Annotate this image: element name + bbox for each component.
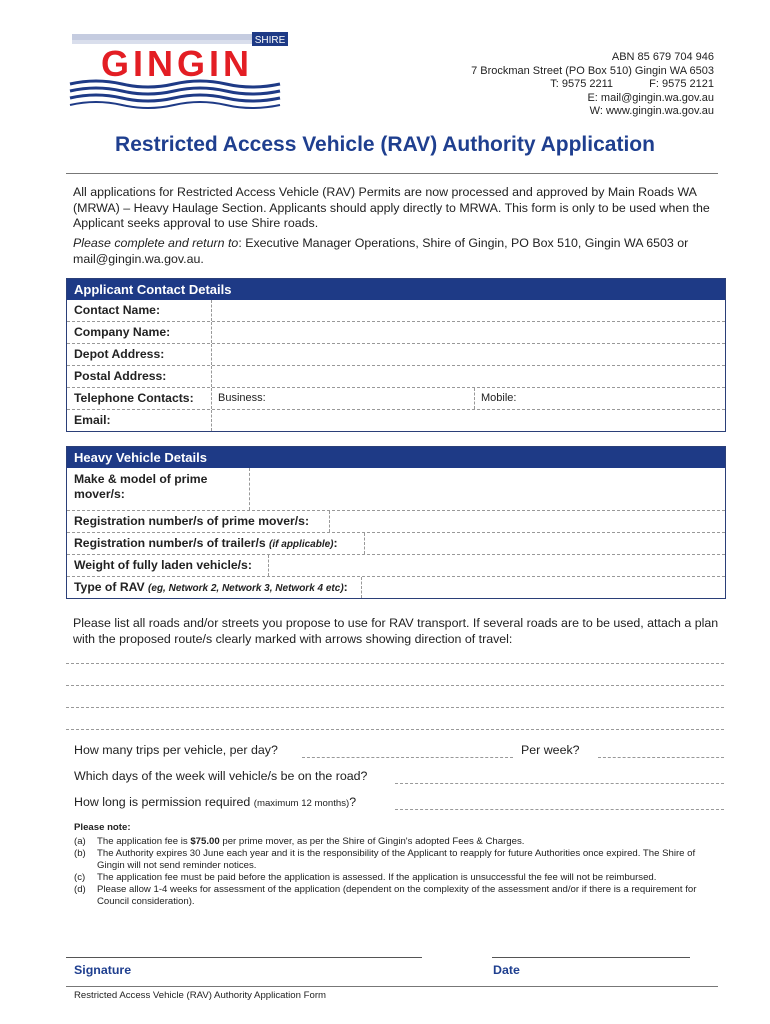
note-item bbox=[74, 872, 714, 884]
email-field[interactable] bbox=[212, 410, 725, 431]
logo-graphic bbox=[66, 30, 288, 110]
reg-trailer-field[interactable] bbox=[365, 533, 725, 554]
shire-logo bbox=[66, 30, 288, 110]
company-name-label: Company Name: bbox=[67, 322, 212, 343]
type-rav-note: (eg, Network 2, Network 3, Network 4 etc) bbox=[148, 583, 344, 594]
website: W: www.gingin.wa.gov.au bbox=[589, 105, 714, 118]
application-fee: $75.00 bbox=[190, 836, 220, 847]
date-line[interactable] bbox=[492, 957, 690, 958]
trips-per-day-question: How many trips per vehicle, per day? bbox=[74, 743, 278, 757]
trips-per-day-field[interactable] bbox=[302, 757, 513, 758]
mobile-phone-field[interactable]: Mobile: bbox=[481, 392, 517, 404]
notes-heading: Please note: bbox=[74, 822, 131, 833]
depot-address-field[interactable] bbox=[212, 344, 725, 365]
note-item bbox=[74, 848, 714, 872]
make-model-field[interactable] bbox=[250, 468, 725, 510]
telephone-row bbox=[67, 387, 725, 409]
reg-prime-row bbox=[67, 510, 725, 532]
type-rav-colon: : bbox=[343, 580, 348, 594]
type-rav-row bbox=[67, 576, 725, 598]
reg-trailer-note: (if applicable) bbox=[269, 539, 334, 550]
reg-trailer-label bbox=[67, 533, 365, 554]
notes-block bbox=[74, 822, 714, 908]
type-rav-text: Type of RAV bbox=[74, 580, 145, 594]
street-address: 7 Brockman Street (PO Box 510) Gingin WA 6503 bbox=[471, 64, 714, 77]
note-letter: (d) bbox=[74, 884, 86, 895]
return-label: Please complete and return to bbox=[73, 236, 239, 250]
note-text: The Authority expires 30 June each year and it is the responsibility of the Applicant to reapply for future Authorities once expired. The Shire of Gingin will not send reminder notices. bbox=[97, 848, 696, 871]
note-fee-post: per prime mover, as per the Shire of Gingin's adopted Fees & Charges. bbox=[219, 836, 525, 847]
roads-line-3[interactable] bbox=[66, 707, 724, 708]
depot-address-label: Depot Address: bbox=[67, 344, 212, 365]
postal-address-label: Postal Address: bbox=[67, 366, 212, 387]
signature-label: Signature bbox=[74, 963, 132, 977]
contact-name-field[interactable] bbox=[212, 300, 725, 321]
email-row bbox=[67, 409, 725, 431]
reg-prime-label: Registration number/s of prime mover/s: bbox=[67, 511, 330, 532]
email-label: Email: bbox=[67, 410, 212, 431]
make-model-row bbox=[67, 468, 725, 510]
applicant-section bbox=[66, 278, 726, 432]
type-rav-label bbox=[67, 577, 362, 598]
note-text bbox=[97, 836, 714, 848]
email-address: E: mail@gingin.wa.gov.au bbox=[587, 91, 714, 104]
note-text: Please allow 1-4 weeks for assessment of the application (dependent on the complexity of the assessment and/or if there is a requirement for Council consideration). bbox=[97, 884, 697, 907]
reg-trailer-row bbox=[67, 532, 725, 554]
business-phone-field[interactable]: Business: bbox=[212, 388, 475, 409]
note-item bbox=[74, 836, 714, 848]
per-week-question: Per week? bbox=[521, 743, 580, 757]
company-name-field[interactable] bbox=[212, 322, 725, 343]
phone-fax-line bbox=[471, 78, 714, 92]
days-question: Which days of the week will vehicle/s be on the road? bbox=[74, 769, 368, 783]
fax-number: F: 9575 2121 bbox=[649, 78, 714, 91]
page-title: Restricted Access Vehicle (RAV) Authority Application bbox=[115, 133, 655, 156]
contact-name-label: Contact Name: bbox=[67, 300, 212, 321]
logo-sub-text: SHIRE bbox=[254, 35, 286, 46]
roads-line-2[interactable] bbox=[66, 685, 724, 686]
depot-address-row bbox=[67, 343, 725, 365]
per-week-field[interactable] bbox=[598, 757, 724, 758]
logo-text: GINGIN bbox=[100, 43, 254, 84]
weight-row bbox=[67, 554, 725, 576]
duration-note: (maximum 12 months) bbox=[253, 798, 350, 809]
duration-question bbox=[74, 795, 356, 809]
roads-line-1[interactable] bbox=[66, 663, 724, 664]
vehicle-section-heading: Heavy Vehicle Details bbox=[67, 447, 725, 468]
postal-address-field[interactable] bbox=[212, 366, 725, 387]
reg-trailer-colon: : bbox=[333, 536, 338, 550]
contact-name-row bbox=[67, 300, 725, 321]
return-address: : Executive Manager Operations, Shire of Gingin, PO Box 510, Gingin WA 6503 or mail@gingin.wa.gov.au. bbox=[73, 236, 689, 266]
duration-text: How long is permission required bbox=[74, 795, 251, 809]
make-model-label: Make & model of prime mover/s: bbox=[67, 468, 250, 510]
applicant-section-heading: Applicant Contact Details bbox=[67, 279, 725, 300]
return-instructions bbox=[73, 236, 723, 267]
weight-field[interactable] bbox=[269, 555, 725, 576]
footer-text: Restricted Access Vehicle (RAV) Authority Application Form bbox=[74, 990, 327, 1001]
reg-trailer-text: Registration number/s of trailer/s bbox=[74, 536, 266, 550]
roads-line-4[interactable] bbox=[66, 729, 724, 730]
company-name-row bbox=[67, 321, 725, 343]
shire-contact-block bbox=[471, 51, 714, 119]
postal-address-row bbox=[67, 365, 725, 387]
roads-instruction: Please list all roads and/or streets you propose to use for RAV transport. If several roads are to be used, attach a plan with the proposed route/s clearly marked with arrows showing direction of travel: bbox=[73, 616, 719, 646]
phone-number: T: 9575 2211 bbox=[550, 78, 614, 91]
days-field[interactable] bbox=[395, 783, 724, 784]
note-fee-pre: The application fee is bbox=[97, 836, 191, 847]
date-label: Date bbox=[493, 963, 520, 977]
note-letter: (c) bbox=[74, 872, 86, 883]
abn: ABN 85 679 704 946 bbox=[611, 51, 714, 63]
note-text: The application fee must be paid before the application is assessed. If the application is unsuccessful the fee will not be reimbursed. bbox=[97, 872, 657, 883]
weight-label: Weight of fully laden vehicle/s: bbox=[67, 555, 269, 576]
telephone-label: Telephone Contacts: bbox=[67, 388, 212, 409]
note-letter: (a) bbox=[74, 836, 86, 847]
title-divider bbox=[66, 173, 718, 174]
intro-paragraph: All applications for Restricted Access Vehicle (RAV) Permits are now processed and approved by Main Roads WA (MRWA) – Heavy Haulage Section. Applicants should apply directly to MRWA. This form is only to be used when the Applicant seeks approval to use Shire roads. bbox=[73, 185, 710, 230]
duration-field[interactable] bbox=[395, 809, 724, 810]
signature-line[interactable] bbox=[66, 957, 422, 958]
duration-qmark: ? bbox=[349, 795, 357, 809]
vehicle-section bbox=[66, 446, 726, 599]
note-item bbox=[74, 884, 714, 908]
note-letter: (b) bbox=[74, 848, 86, 859]
reg-prime-field[interactable] bbox=[330, 511, 725, 532]
type-rav-field[interactable] bbox=[362, 577, 725, 598]
footer-divider bbox=[66, 986, 718, 987]
